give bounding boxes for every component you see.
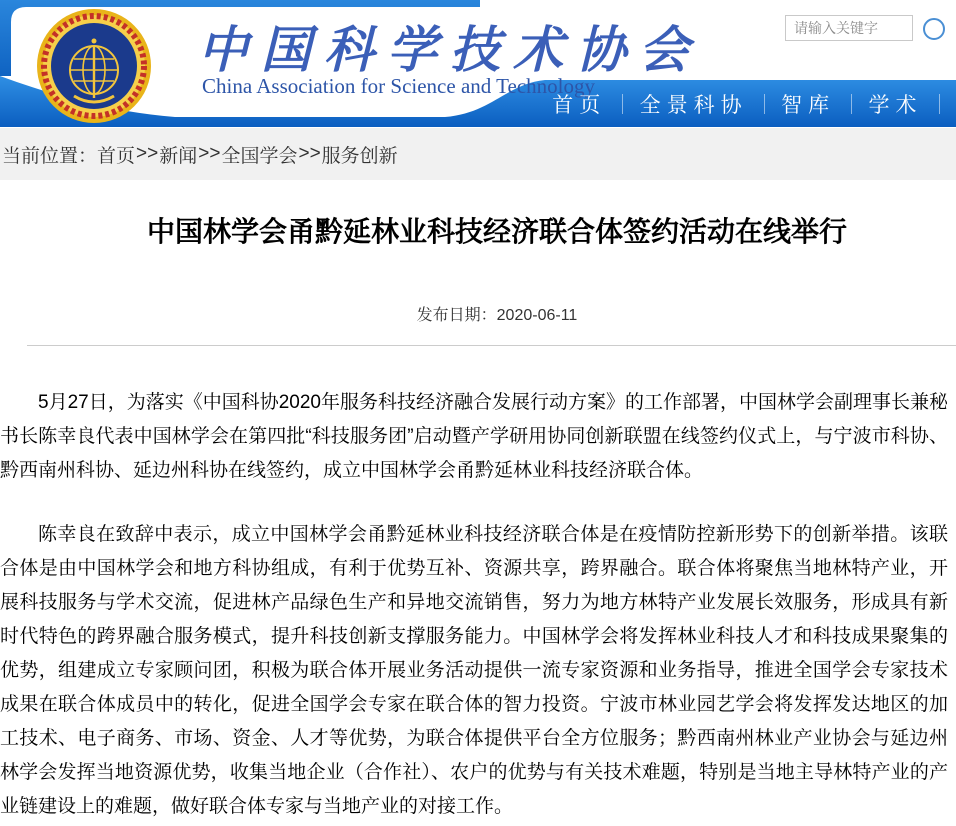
breadcrumb bbox=[0, 128, 956, 180]
nav-item-panorama[interactable]: 全景科协 bbox=[639, 93, 748, 117]
emblem-star bbox=[92, 39, 97, 44]
nav-divider bbox=[851, 94, 852, 114]
breadcrumb-item-societies[interactable]: 全国学会 bbox=[221, 145, 298, 167]
nav-item-thinktank[interactable]: 智库 bbox=[781, 93, 836, 117]
article-paragraph: 陈幸良在致辞中表示，成立中国林学会甬黔延林业科技经济联合体是在疫情防控新形势下的创新举措。该联合体是由中国林学会和地方科协组成，有利于优势互补、资源共享，跨界融合。联合体将聚焦当地林特产业，开展科技服务与学术交流，促进林产品绿色生产和异地交流销售，努力为地方林特产业发展长效服务，形成具有新时代特色的跨界融合服务模式，提升科技创新支撑服务能力。中国林学会将发挥林业科技人才和科技成果聚集的优势，组建成立专家顾问团，积极为联合体开展业务活动提供一流专家资源和业务指导，推进全国学会专家技术成果在联合体成员中的转化，促进全国学会专家在联合体的智力投资。宁波市林业园艺学会将发挥发达地区的加工技术、电子商务、市场、资金、人才等优势，为联合体提供平台全方位服务；黔西南州林业产业协会与延边州林学会发挥当地资源优势，收集当地企业（合作社）、农户的优势与有关技术难题，特别是当地主导林特产业的产业链建设上的难题，做好联合体专家与当地产业的对接工作。 bbox=[0, 524, 948, 817]
nav-divider bbox=[764, 94, 765, 114]
cast-emblem-logo bbox=[36, 8, 152, 124]
org-name-chinese: 中国科学技术协会 bbox=[198, 22, 702, 78]
search-input[interactable] bbox=[785, 15, 913, 41]
breadcrumb-label: 当前位置： bbox=[2, 145, 98, 167]
site-header bbox=[0, 0, 956, 128]
breadcrumb-separator: >> bbox=[298, 143, 321, 164]
nav-item-home[interactable]: 首页 bbox=[552, 93, 607, 117]
breadcrumb-separator: >> bbox=[136, 143, 159, 164]
publish-date: 发布日期：2020-06-11 bbox=[416, 307, 578, 324]
main-nav bbox=[536, 80, 956, 127]
article-title: 中国林学会甬黔延林业科技经济联合体签约活动在线举行 bbox=[146, 216, 847, 247]
nav-divider bbox=[939, 94, 940, 114]
nav-item-academic[interactable]: 学术 bbox=[868, 93, 923, 117]
nav-divider bbox=[622, 94, 623, 114]
search-icon[interactable] bbox=[923, 18, 945, 40]
article-body bbox=[0, 386, 956, 824]
breadcrumb-item-service-innovation[interactable]: 服务创新 bbox=[321, 145, 398, 167]
title-divider bbox=[27, 345, 956, 346]
article-paragraph: 5月27日，为落实《中国科协2020年服务科技经济融合发展行动方案》的工作部署，中国林学会副理事长兼秘书长陈幸良代表中国林学会在第四批“科技服务团”启动暨产学研用协同创新联盟在线签约仪式上，与宁波市科协、黔西南州科协、延边州科协在线签约，成立中国林学会甬黔延林业科技经济联合体。 bbox=[0, 392, 948, 481]
breadcrumb-separator: >> bbox=[198, 143, 221, 164]
org-name-english: China Association for Science and Technology bbox=[202, 74, 595, 98]
breadcrumb-item-news[interactable]: 新闻 bbox=[159, 145, 198, 167]
breadcrumb-item-home[interactable]: 首页 bbox=[97, 145, 136, 167]
article bbox=[0, 212, 956, 824]
